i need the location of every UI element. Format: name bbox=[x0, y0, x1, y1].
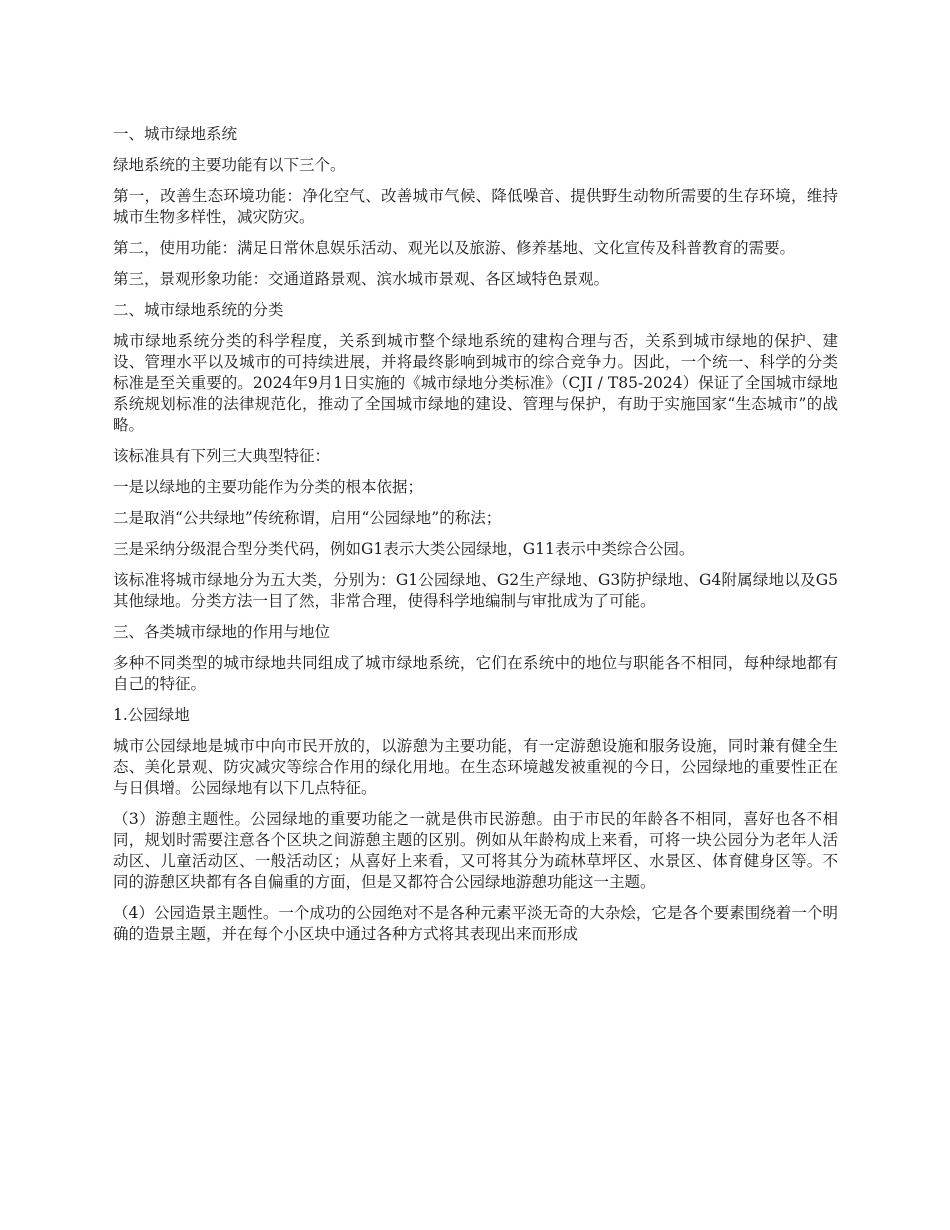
section-heading-roles: 三、各类城市绿地的作用与地位 bbox=[113, 623, 331, 641]
paragraph-function-3: 第三，景观形象功能：交通道路景观、滨水城市景观、各区域特色景观。 bbox=[113, 270, 610, 288]
subsection-heading-park-green: 1.公园绿地 bbox=[113, 706, 190, 724]
paragraph-park-green-definition: 城市公园绿地是城市中向市民开放的，以游憩为主要功能，有一定游憩设施和服务设施，同时兼有健全生态、美化景观、防灾减灾等综合作用的绿化用地。在生态环境越发被重视的今日，公园绿地的重要性正在与日俱增。公园绿地有以下几点特征。 bbox=[113, 737, 838, 797]
section-heading-urban-green-system: 一、城市绿地系统 bbox=[113, 125, 238, 143]
paragraph-features-intro: 该标准具有下列三大典型特征： bbox=[113, 447, 331, 465]
paragraph-function-2: 第二，使用功能：满足日常休息娱乐活动、观光以及旅游、修养基地、文化宣传及科普教育的需要。 bbox=[113, 239, 796, 257]
paragraph-landscape-theme: （4）公园造景主题性。一个成功的公园绝对不是各种元素平淡无奇的大杂烩，它是各个要素围绕着一个明确的造景主题，并在每个小区块中通过各种方式将其表现出来而形成 bbox=[113, 904, 838, 943]
paragraph-function-1: 第一，改善生态环境功能：净化空气、改善城市气候、降低噪音、提供野生动物所需要的生存环境，维持城市生物多样性，减灾防灾。 bbox=[113, 187, 838, 226]
paragraph-classification-standard: 城市绿地系统分类的科学程度，关系到城市整个绿地系统的建构合理与否，关系到城市绿地的保护、建设、管理水平以及城市的可持续进展，并将最终影响到城市的综合竞争力。因此，一个统一、科学的分类标准是至关重要的。2024年9月1日实施的《城市绿地分类标准》（CJI / T85-2024）保证了全国城市绿地系统规划标准的法律规范化，推动了全国城市绿地的建设、管理与保护，有助于实施国家“生态城市”的战略。 bbox=[113, 332, 838, 434]
paragraph-feature-3: 三是采纳分级混合型分类代码，例如G1表示大类公园绿地，G11表示中类综合公园。 bbox=[113, 540, 695, 558]
paragraph-five-categories: 该标准将城市绿地分为五大类，分别为：G1公园绿地、G2生产绿地、G3防护绿地、G4附属绿地以及G5其他绿地。分类方法一目了然，非常合理，使得科学地编制与审批成为了可能。 bbox=[113, 571, 838, 610]
document-page bbox=[113, 124, 838, 955]
paragraph-feature-1: 一是以绿地的主要功能作为分类的根本依据； bbox=[113, 478, 424, 496]
paragraph-feature-2: 二是取消“公共绿地”传统称谓，启用“公园绿地”的称法； bbox=[113, 509, 502, 527]
section-heading-classification: 二、城市绿地系统的分类 bbox=[113, 301, 284, 319]
paragraph-recreation-theme: （3）游憩主题性。公园绿地的重要功能之一就是供市民游憩。由于市民的年龄各不相同，喜好也各不相同，规划时需要注意各个区块之间游憩主题的区别。例如从年龄构成上来看，可将一块公园分为老年人活动区、儿童活动区、一般活动区；从喜好上来看，又可将其分为疏林草坪区、水景区、体育健身区等。不同的游憩区块都有各自偏重的方面，但是又都符合公园绿地游憩功能这一主题。 bbox=[113, 810, 838, 891]
paragraph-intro-functions: 绿地系统的主要功能有以下三个。 bbox=[113, 156, 346, 174]
paragraph-roles-intro: 多种不同类型的城市绿地共同组成了城市绿地系统，它们在系统中的地位与职能各不相同，每种绿地都有自己的特征。 bbox=[113, 654, 838, 693]
